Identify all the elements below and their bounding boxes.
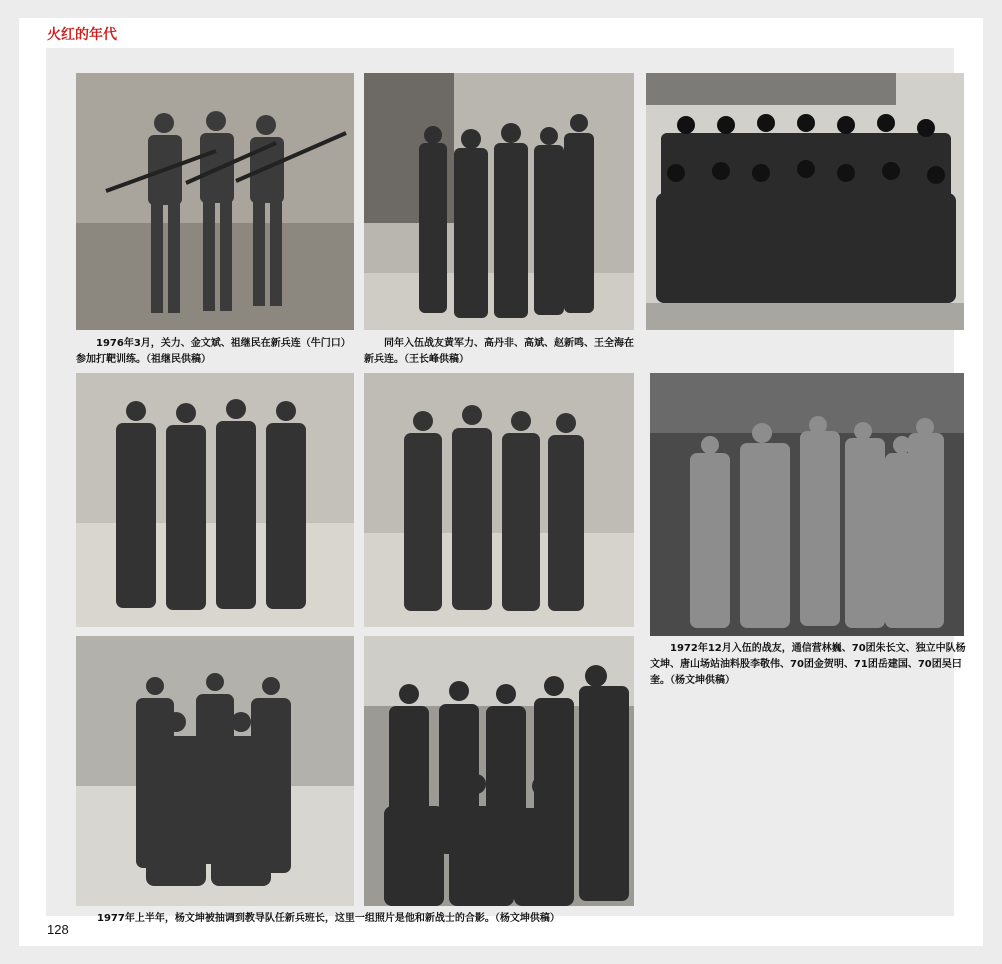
- photo-squad-seated: [76, 636, 354, 906]
- photo-rifle-training: [76, 73, 354, 330]
- caption-4: 1977年上半年，杨文坤被抽调到教导队任新兵班长，这里一组照片是他和新战士的合影。（杨文坤供稿）: [97, 913, 560, 924]
- photo-group-fur-hats: [646, 73, 964, 330]
- photo-squad-eight: [364, 636, 634, 906]
- magazine-page: [19, 18, 983, 946]
- photo-recruit-camp: [364, 73, 634, 330]
- caption-1: 1976年3月，关力、金文斌、祖继民在新兵连（牛门口）参加打靶训练。（祖继民供稿）: [76, 338, 351, 365]
- page-title: 火红的年代: [47, 27, 117, 43]
- photo-hillside-group: [650, 373, 964, 636]
- caption-3: 1972年12月入伍的战友，通信营林巍、70团朱长文、独立中队杨文坤、唐山场站油料股李敬伟、70团金贺明、71团岳建国、70团吴曰奎。（杨文坤供稿）: [650, 643, 966, 686]
- caption-2: 同年入伍战友黄军力、高丹非、高斌、赵新鸣、王全海在新兵连。（王长峰供稿）: [364, 338, 634, 365]
- photo-four-soldiers-a: [76, 373, 354, 627]
- photo-four-soldiers-b: [364, 373, 634, 627]
- page-number: 128: [47, 922, 69, 937]
